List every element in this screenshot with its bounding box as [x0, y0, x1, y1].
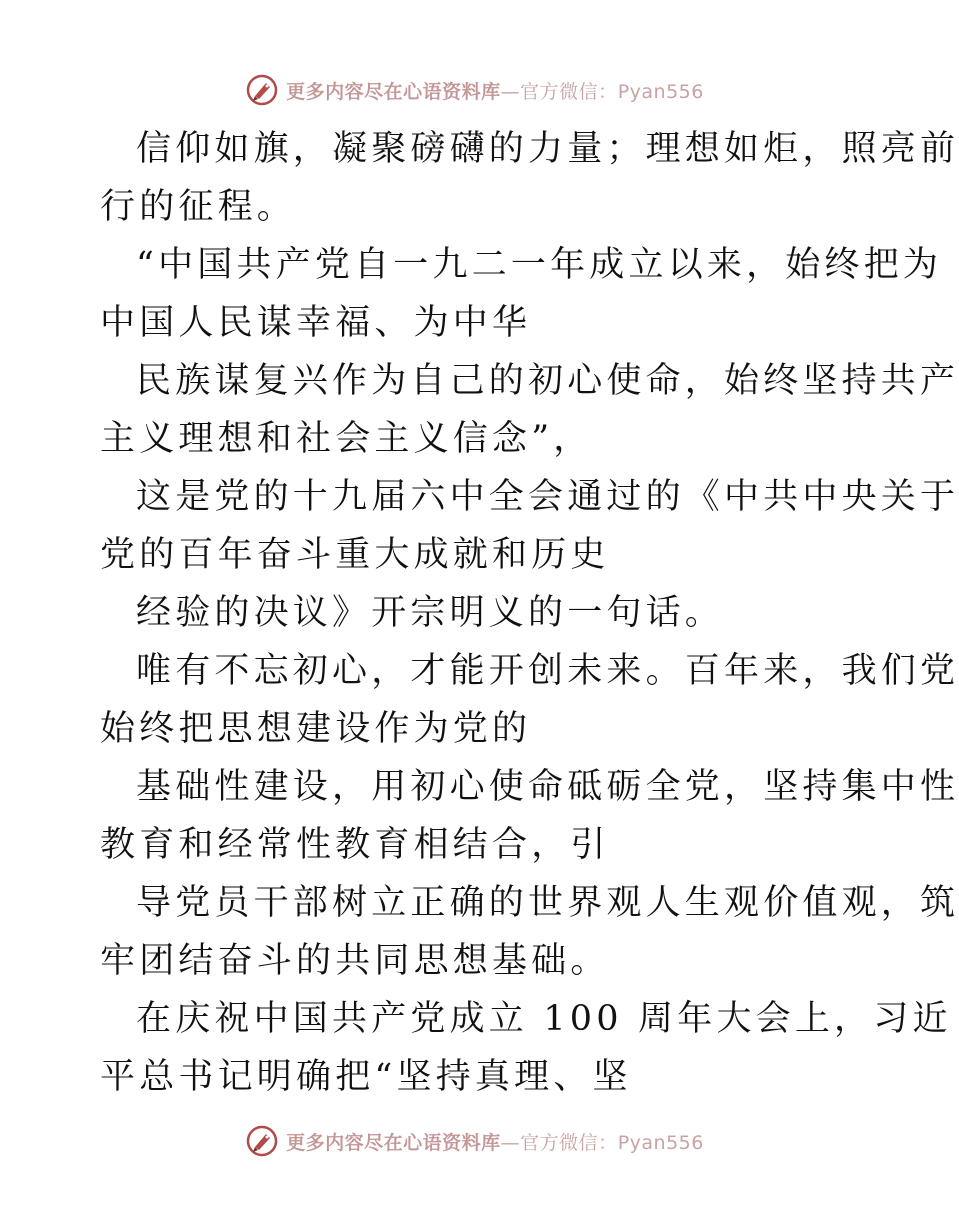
header-banner-text [286, 77, 704, 104]
footer-banner [0, 1121, 950, 1161]
banner-dash: — [500, 1131, 521, 1154]
paragraph-line: 在庆祝中国共产党成立 100 周年大会上，习近 [136, 999, 952, 1039]
paragraph-line: 教育和经常性教育相结合，引 [100, 825, 610, 865]
document-body [100, 120, 959, 1106]
banner-dash: — [500, 80, 521, 103]
site-name: 更多内容尽在心语资料库 [286, 80, 501, 103]
paragraph-line: 主义理想和社会主义信念”， [100, 419, 593, 459]
paragraph-line: 牢团结奋斗的共同思想基础。 [100, 941, 610, 981]
pen-nib-logo-icon [246, 74, 278, 106]
paragraph-line: 导党员干部树立正确的世界观人生观价值观，筑 [136, 883, 959, 923]
paragraph-line: 基础性建设，用初心使命砥砺全党，坚持集中性 [136, 767, 959, 807]
paragraph-line: 平总书记明确把“坚持真理、坚 [100, 1057, 632, 1097]
paragraph-line: 民族谋复兴作为自己的初心使命，始终坚持共产 [136, 361, 959, 401]
paragraph-line: 经验的决议》开宗明义的一句话。 [136, 593, 725, 633]
paragraph-line: 这是党的十九届六中全会通过的《中共中央关于 [136, 477, 959, 517]
wechat-label: 官方微信： [520, 1131, 618, 1154]
paragraph-line: 唯有不忘初心，才能开创未来。百年来，我们党 [136, 651, 959, 691]
paragraph-line: 行的征程。 [100, 187, 297, 227]
wechat-id: Pyan556 [617, 1131, 704, 1154]
paragraph-line: “中国共产党自一九二一年成立以来，始终把为 [136, 245, 943, 285]
paragraph-line: 党的百年奋斗重大成就和历史 [100, 535, 610, 575]
paragraph-line: 中国人民谋幸福、为中华 [100, 303, 532, 343]
paragraph-line: 始终把思想建设作为党的 [100, 709, 532, 749]
header-banner [0, 70, 950, 110]
site-name: 更多内容尽在心语资料库 [286, 1131, 501, 1154]
pen-nib-logo-icon [246, 1125, 278, 1157]
paragraph-line: 信仰如旗，凝聚磅礴的力量；理想如炬，照亮前 [136, 129, 959, 169]
wechat-label: 官方微信： [520, 80, 618, 103]
footer-banner-text [286, 1128, 704, 1155]
wechat-id: Pyan556 [617, 80, 704, 103]
